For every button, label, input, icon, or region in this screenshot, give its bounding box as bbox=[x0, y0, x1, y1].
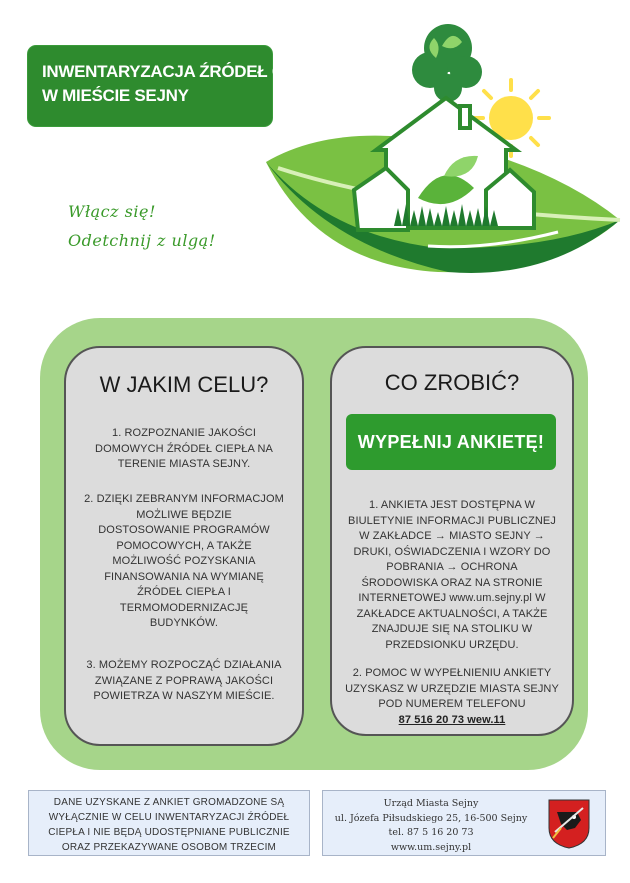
purpose-item-1 bbox=[80, 426, 288, 473]
text-line: POD NUMEREM TELEFONU bbox=[378, 698, 526, 710]
privacy-notice bbox=[28, 790, 310, 856]
text-line: UZYSKASZ W URZĘDZIE MIASTA SEJNY bbox=[345, 682, 559, 695]
text-line: ZAKŁADCE AKTUALNOŚCI, A TAKŻE bbox=[356, 607, 548, 620]
office-website-link[interactable]: www.um.sejny.pl bbox=[390, 841, 472, 853]
text-line: MOŻLIWE BĘDZIE bbox=[136, 508, 232, 521]
phone-number-link[interactable]: 87 516 20 73 wew.11 bbox=[398, 713, 506, 726]
text-line: DRUKI, OŚWIADCZENIA I WZORY DO bbox=[353, 545, 551, 558]
purpose-title: W JAKIM CELU? bbox=[99, 372, 269, 397]
text-line: ZWIĄZANE Z POPRAWĄ JAKOŚCI bbox=[94, 674, 274, 687]
office-address: ul. Józefa Piłsudskiego 25, 16-500 Sejny bbox=[334, 812, 528, 824]
text-line: ŚRODOWISKA ORAZ NA STRONIE bbox=[361, 576, 543, 589]
coat-of-arms-icon bbox=[547, 798, 591, 850]
office-phone: tel. 87 5 16 20 73 bbox=[388, 827, 474, 838]
office-name: Urząd Miasta Sejny bbox=[383, 798, 479, 809]
text-line: TERENIE MIASTA SEJNY. bbox=[117, 458, 251, 470]
contact-info bbox=[323, 797, 539, 855]
eco-house-illustration bbox=[258, 10, 630, 310]
text-line: 3. MOŻEMY ROZPOCZĄĆ DZIAŁANIA bbox=[86, 659, 282, 671]
text-line: BUDYNKÓW. bbox=[149, 617, 219, 629]
page-title bbox=[28, 46, 333, 126]
text-line: BIULETYNIE INFORMACJI PUBLICZNEJ bbox=[348, 514, 556, 527]
notice-line: CIEPŁA I NIE BĘDĄ UDOSTĘPNIANE PUBLICZNIE bbox=[48, 827, 290, 838]
text-line: DOMOWYCH ŹRÓDEŁ CIEPŁA NA bbox=[95, 442, 273, 455]
fill-survey-button[interactable]: WYPEŁNIJ ANKIETĘ! bbox=[346, 414, 556, 470]
action-title: CO ZROBIĆ? bbox=[384, 370, 520, 395]
text-line: 1. ANKIETA JEST DOSTĘPNA W bbox=[368, 499, 535, 511]
text-line: ZNAJDUJE SIĘ NA STOLIKU W bbox=[371, 623, 533, 635]
text-line: FINANSOWANIA NA WYMIANĘ bbox=[104, 570, 264, 583]
text-line: ŹRÓDEŁ CIEPŁA I bbox=[137, 586, 231, 598]
text-line: POBRANIA → OCHRONA bbox=[386, 561, 518, 573]
action-item-2 bbox=[340, 666, 564, 728]
notice-line: ORAZ PRZEKAZYWANE OSOBOM TRZECIM bbox=[61, 842, 277, 853]
title-line-1: INWENTARYZACJA ŹRÓDEŁ CIEPŁA bbox=[42, 62, 333, 81]
action-item-1 bbox=[340, 498, 564, 653]
slogan-line-1: Włącz się! bbox=[68, 202, 156, 221]
slogan-line-2: Odetchnij z ulgą! bbox=[68, 231, 216, 250]
contact-box bbox=[322, 790, 606, 856]
text-line: 1. ROZPOZNANIE JAKOŚCI bbox=[111, 427, 256, 439]
text-line: INTERNETOWEJ www.um.sejny.pl W bbox=[358, 592, 546, 604]
text-line: MOŻLIWOŚĆ POZYSKANIA bbox=[112, 555, 256, 567]
text-line: POWIETRZA W NASZYM MIEŚCIE. bbox=[93, 690, 275, 702]
text-line: PRZEDSIONKU URZĘDU. bbox=[385, 638, 519, 651]
text-line: DOSTOSOWANIE PROGRAMÓW bbox=[98, 524, 270, 536]
purpose-panel bbox=[64, 346, 304, 746]
purpose-item-3 bbox=[80, 658, 288, 705]
text-line: W ZAKŁADCE → MIASTO SEJNY → bbox=[359, 530, 545, 542]
action-panel bbox=[330, 346, 574, 736]
notice-line: DANE UZYSKANE Z ANKIET GROMADZONE SĄ bbox=[53, 797, 285, 808]
purpose-item-2 bbox=[80, 492, 288, 632]
text-line: 2. POMOC W WYPEŁNIENIU ANKIETY bbox=[352, 667, 552, 679]
text-line: POMOCOWYCH, A TAKŻE bbox=[116, 539, 252, 552]
text-line: 2. DZIĘKI ZEBRANYM INFORMACJOM bbox=[84, 493, 284, 505]
text-line: TERMOMODERNIZACJĘ bbox=[119, 601, 249, 614]
title-line-2: W MIEŚCIE SEJNY bbox=[42, 86, 189, 105]
notice-line: WYŁĄCZNIE W CELU INWENTARYZACJI ŹRÓDEŁ bbox=[48, 812, 290, 823]
